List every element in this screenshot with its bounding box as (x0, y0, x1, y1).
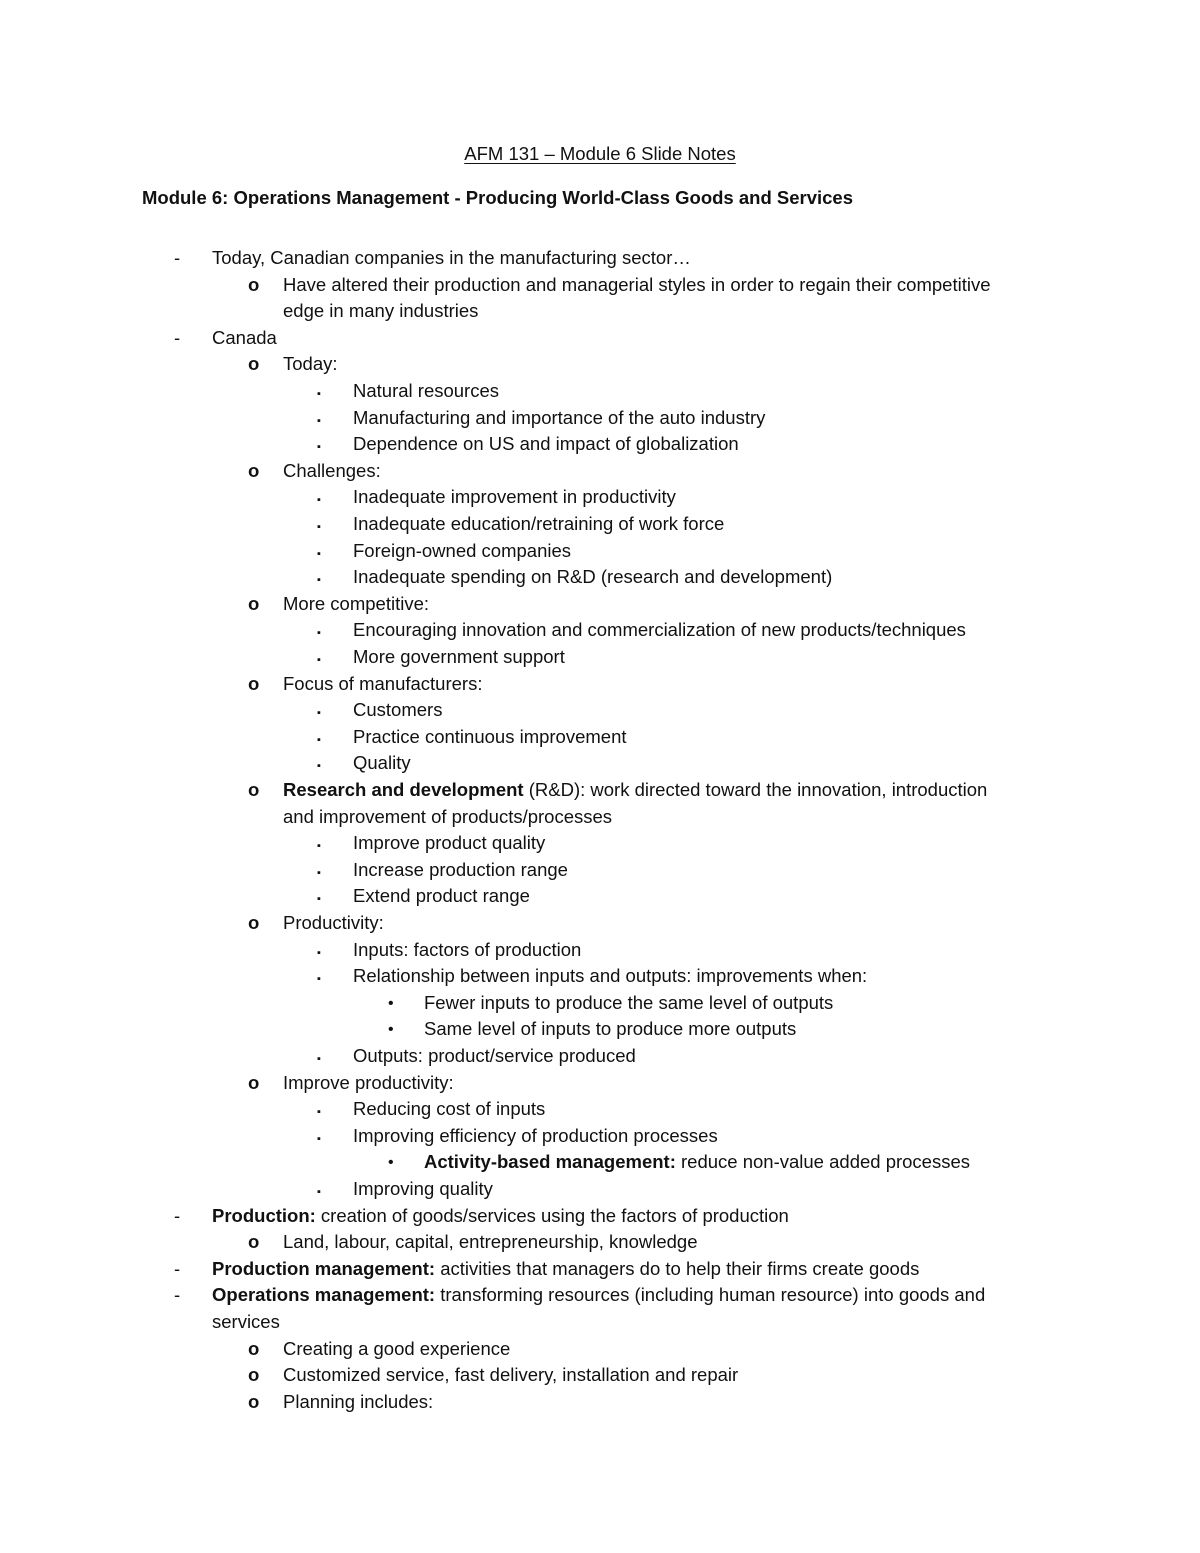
outline-item (283, 672, 482, 696)
circle-bullet: o (248, 779, 260, 800)
circle-bullet: o (248, 592, 260, 614)
square-bullet-icon: ▪ (317, 574, 321, 587)
square-bullet-icon: ▪ (317, 654, 321, 666)
module-heading: Module 6: Operations Management - Producing World-Class Goods and Services (142, 187, 854, 208)
item-text: reduce non-value added processes (675, 1151, 971, 1173)
square-bullet-icon: ▪ (317, 627, 321, 640)
square-bullet-icon: ▪ (317, 547, 321, 560)
square-bullet-icon: ▪ (317, 973, 321, 986)
item-text: More government support (353, 646, 565, 667)
item-text: Today: (283, 353, 338, 375)
outline-item (283, 299, 478, 323)
term-label: Operations management: (212, 1284, 436, 1306)
item-text: Encouraging innovation and commercialization of new products/techniques (353, 619, 966, 641)
outline-item (353, 858, 568, 882)
outline-item (353, 751, 411, 775)
outline-item (283, 778, 987, 802)
outline-item (353, 1124, 718, 1148)
circle-bullet: o (248, 1337, 260, 1359)
outline-item (283, 592, 429, 616)
outline-item (353, 512, 724, 536)
item-text: transforming resources (including human resource) into goods and (435, 1284, 986, 1306)
square-bullet-icon: ▪ (317, 521, 321, 533)
item-text: Customers (353, 699, 443, 721)
dash-bullet: - (174, 247, 181, 268)
dash-bullet: - (174, 1204, 181, 1226)
item-text: creation of goods/services using the factors of production (315, 1204, 789, 1226)
item-text: Dependence on US and impact of globalization (353, 433, 739, 455)
item-text: Increase production range (353, 858, 568, 880)
outline-item (353, 432, 739, 456)
dash-bullet: - (174, 1257, 181, 1279)
outline-item (424, 1017, 796, 1041)
square-bullet-icon: ▪ (317, 1106, 321, 1119)
square-bullet-icon: ▪ (317, 494, 321, 507)
outline-item (283, 459, 381, 483)
item-text: Same level of inputs to produce more outputs (424, 1018, 797, 1040)
item-text: Inadequate spending on R&D (research and development) (353, 566, 833, 588)
outline-item (353, 964, 867, 988)
outline-item (353, 1177, 493, 1201)
square-bullet-icon: ▪ (317, 1053, 321, 1065)
dot-bullet-icon: • (388, 994, 394, 1012)
square-bullet-icon: ▪ (317, 866, 321, 879)
outline-item (353, 725, 627, 749)
item-text: Land, labour, capital, entrepreneurship, knowledge (283, 1231, 698, 1253)
circle-bullet: o (248, 1390, 260, 1412)
term-label: Activity-based management: (424, 1151, 676, 1173)
outline-item (283, 1390, 433, 1414)
item-text: Inadequate education/retraining of work force (353, 513, 725, 534)
item-text: Outputs: product/service produced (353, 1045, 636, 1066)
item-text: Extend product range (353, 885, 530, 907)
item-text: Inputs: factors of production (353, 938, 582, 960)
item-text: Foreign-owned companies (353, 539, 572, 561)
item-text: Natural resources (353, 380, 500, 401)
outline-item (353, 618, 966, 642)
outline-item (212, 326, 277, 350)
outline-item (212, 1257, 919, 1281)
outline-item (353, 884, 530, 908)
circle-bullet: o (248, 273, 260, 295)
outline-item (353, 938, 581, 962)
outline-item (283, 1363, 738, 1387)
outline-item (353, 1097, 545, 1121)
square-bullet-icon: ▪ (317, 1186, 321, 1198)
item-text: Canada (212, 326, 277, 348)
square-bullet-icon: ▪ (317, 840, 321, 853)
item-text: Improving efficiency of production processes (353, 1124, 718, 1146)
outline-item (283, 1071, 454, 1095)
item-text: activities that managers do to help their firms create goods (435, 1257, 920, 1279)
item-text: Inadequate improvement in productivity (353, 486, 676, 508)
item-text: Improve product quality (353, 832, 546, 854)
item-text: Creating a good experience (283, 1337, 511, 1359)
item-text: Improve productivity: (283, 1071, 454, 1093)
outline-item (283, 273, 991, 297)
item-text: Quality (353, 752, 411, 774)
dash-bullet: - (174, 326, 181, 348)
square-bullet-icon: ▪ (317, 893, 321, 906)
circle-bullet: o (248, 1364, 260, 1386)
outline-item (353, 379, 499, 403)
outline-item (353, 539, 571, 563)
item-text: Relationship between inputs and outputs: improvements when: (353, 965, 868, 987)
square-bullet-icon: ▪ (317, 1132, 321, 1145)
outline-item (353, 831, 545, 855)
item-text: More competitive: (283, 592, 429, 614)
outline-item (283, 1337, 510, 1361)
dash-bullet: - (174, 1284, 181, 1306)
outline-item (212, 1310, 280, 1334)
outline-item (424, 991, 833, 1015)
square-bullet-icon: ▪ (317, 733, 321, 746)
outline-item (353, 1044, 636, 1068)
outline-item (353, 485, 676, 509)
outline-item (283, 352, 338, 376)
square-bullet-icon: ▪ (317, 414, 321, 427)
item-text: Planning includes: (283, 1390, 434, 1412)
term-label: Production management: (212, 1257, 436, 1279)
item-text: and improvement of products/processes (283, 805, 613, 827)
item-text: Practice continuous improvement (353, 725, 627, 747)
item-text: Manufacturing and importance of the auto industry (353, 406, 766, 428)
outline-item (353, 698, 442, 722)
outline-item (212, 246, 691, 270)
square-bullet-icon: ▪ (317, 760, 321, 773)
circle-bullet: o (248, 353, 260, 375)
circle-bullet: o (248, 1071, 260, 1093)
dot-bullet-icon: • (388, 1021, 394, 1039)
outline-item (353, 565, 832, 589)
outline-item (283, 911, 384, 935)
outline-item (212, 1283, 985, 1307)
item-text: services (212, 1311, 280, 1332)
item-text: Focus of manufacturers: (283, 672, 483, 694)
item-text: Fewer inputs to produce the same level of outputs (424, 991, 834, 1013)
circle-bullet: o (248, 1231, 260, 1253)
item-text: (R&D): work directed toward the innovation, introduction (523, 779, 988, 800)
dot-bullet-icon: • (388, 1154, 394, 1172)
term-label: Research and development (283, 779, 524, 800)
circle-bullet: o (248, 672, 260, 694)
circle-bullet: o (248, 459, 260, 481)
item-text: Productivity: (283, 912, 384, 933)
item-text: Reducing cost of inputs (353, 1098, 546, 1120)
item-text: Challenges: (283, 459, 381, 481)
outline-item (283, 805, 612, 829)
outline-item (353, 645, 565, 669)
circle-bullet: o (248, 912, 260, 933)
item-text: Improving quality (353, 1178, 493, 1199)
item-text: Have altered their production and managerial styles in order to regain their competitive (283, 273, 991, 295)
square-bullet-icon: ▪ (317, 388, 321, 400)
item-text: Customized service, fast delivery, installation and repair (283, 1364, 739, 1386)
square-bullet-icon: ▪ (317, 946, 321, 959)
item-text: edge in many industries (283, 300, 479, 322)
outline-item (283, 1230, 697, 1254)
term-label: Production: (212, 1204, 316, 1226)
outline-item (353, 406, 765, 430)
outline-item (424, 1150, 970, 1174)
outline-item (212, 1204, 789, 1228)
item-text: Today, Canadian companies in the manufacturing sector… (212, 247, 691, 268)
document-title: AFM 131 – Module 6 Slide Notes (464, 143, 736, 164)
square-bullet-icon: ▪ (317, 707, 321, 720)
square-bullet-icon: ▪ (317, 441, 321, 454)
